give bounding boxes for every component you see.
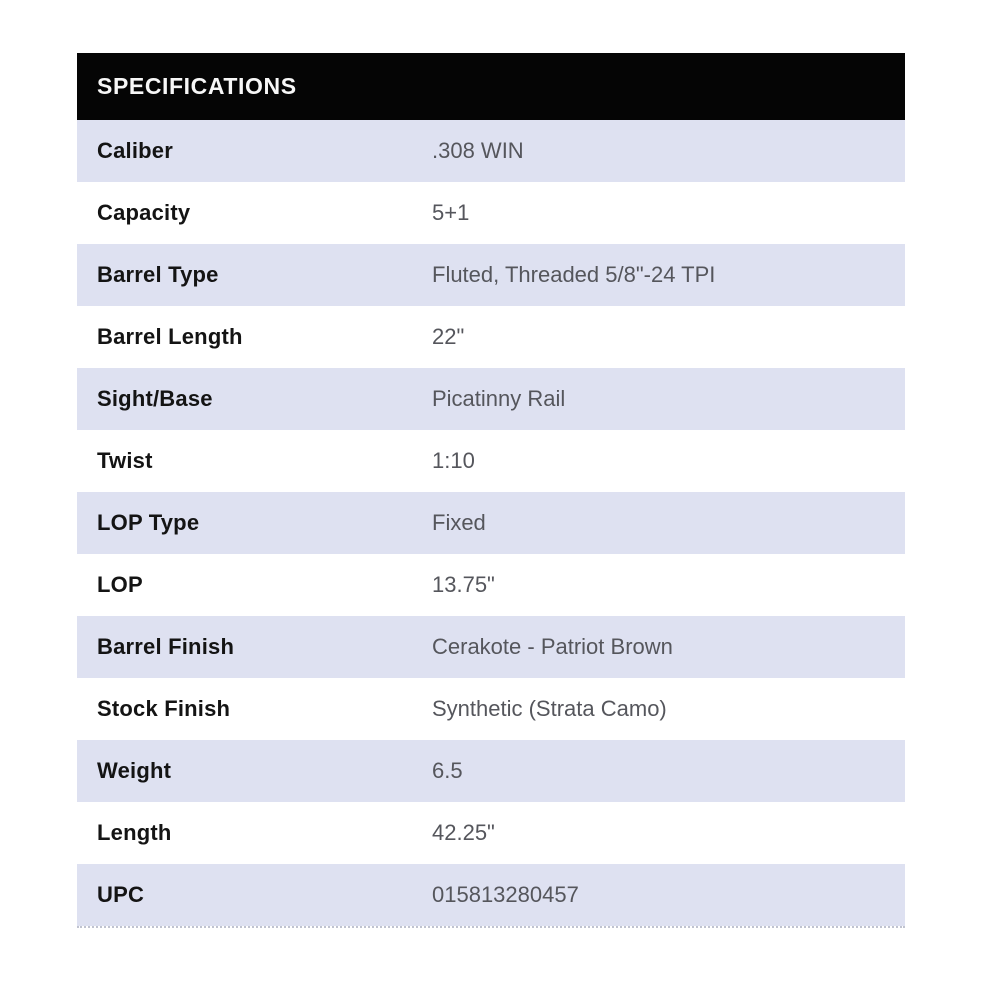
spec-label: LOP [97, 572, 143, 597]
spec-row [77, 740, 905, 802]
spec-value: Picatinny Rail [432, 386, 566, 411]
spec-rows-container [77, 120, 905, 928]
spec-label: Sight/Base [97, 386, 213, 411]
specifications-header [77, 53, 905, 120]
spec-label: Barrel Length [97, 324, 243, 349]
spec-row [77, 368, 905, 430]
spec-value: Synthetic (Strata Camo) [432, 696, 667, 721]
spec-row [77, 616, 905, 678]
spec-row [77, 554, 905, 616]
spec-label: UPC [97, 882, 145, 907]
spec-row [77, 678, 905, 740]
spec-value: 015813280457 [432, 882, 579, 907]
specifications-table [77, 53, 905, 928]
spec-label: Length [97, 820, 172, 845]
spec-value: .308 WIN [432, 138, 524, 163]
spec-value: 22" [432, 324, 465, 349]
spec-label: Twist [97, 448, 153, 473]
spec-row [77, 492, 905, 554]
specifications-title: SPECIFICATIONS [97, 73, 297, 99]
spec-row [77, 244, 905, 306]
spec-row [77, 430, 905, 492]
spec-label: LOP Type [97, 510, 200, 535]
spec-row [77, 120, 905, 182]
spec-value: 5+1 [432, 200, 470, 225]
spec-value: 6.5 [432, 758, 463, 783]
spec-label: Barrel Finish [97, 634, 235, 659]
spec-value: Fixed [432, 510, 486, 535]
spec-label: Caliber [97, 138, 173, 163]
spec-row [77, 182, 905, 244]
spec-value: Cerakote - Patriot Brown [432, 634, 673, 659]
spec-row [77, 306, 905, 368]
spec-value: Fluted, Threaded 5/8"-24 TPI [432, 262, 716, 287]
spec-value: 13.75" [432, 572, 495, 597]
spec-label: Barrel Type [97, 262, 219, 287]
spec-label: Capacity [97, 200, 191, 225]
spec-label: Stock Finish [97, 696, 231, 721]
spec-label: Weight [97, 758, 172, 783]
spec-row [77, 802, 905, 864]
spec-value: 42.25" [432, 820, 495, 845]
spec-row [77, 864, 905, 926]
spec-value: 1:10 [432, 448, 475, 473]
